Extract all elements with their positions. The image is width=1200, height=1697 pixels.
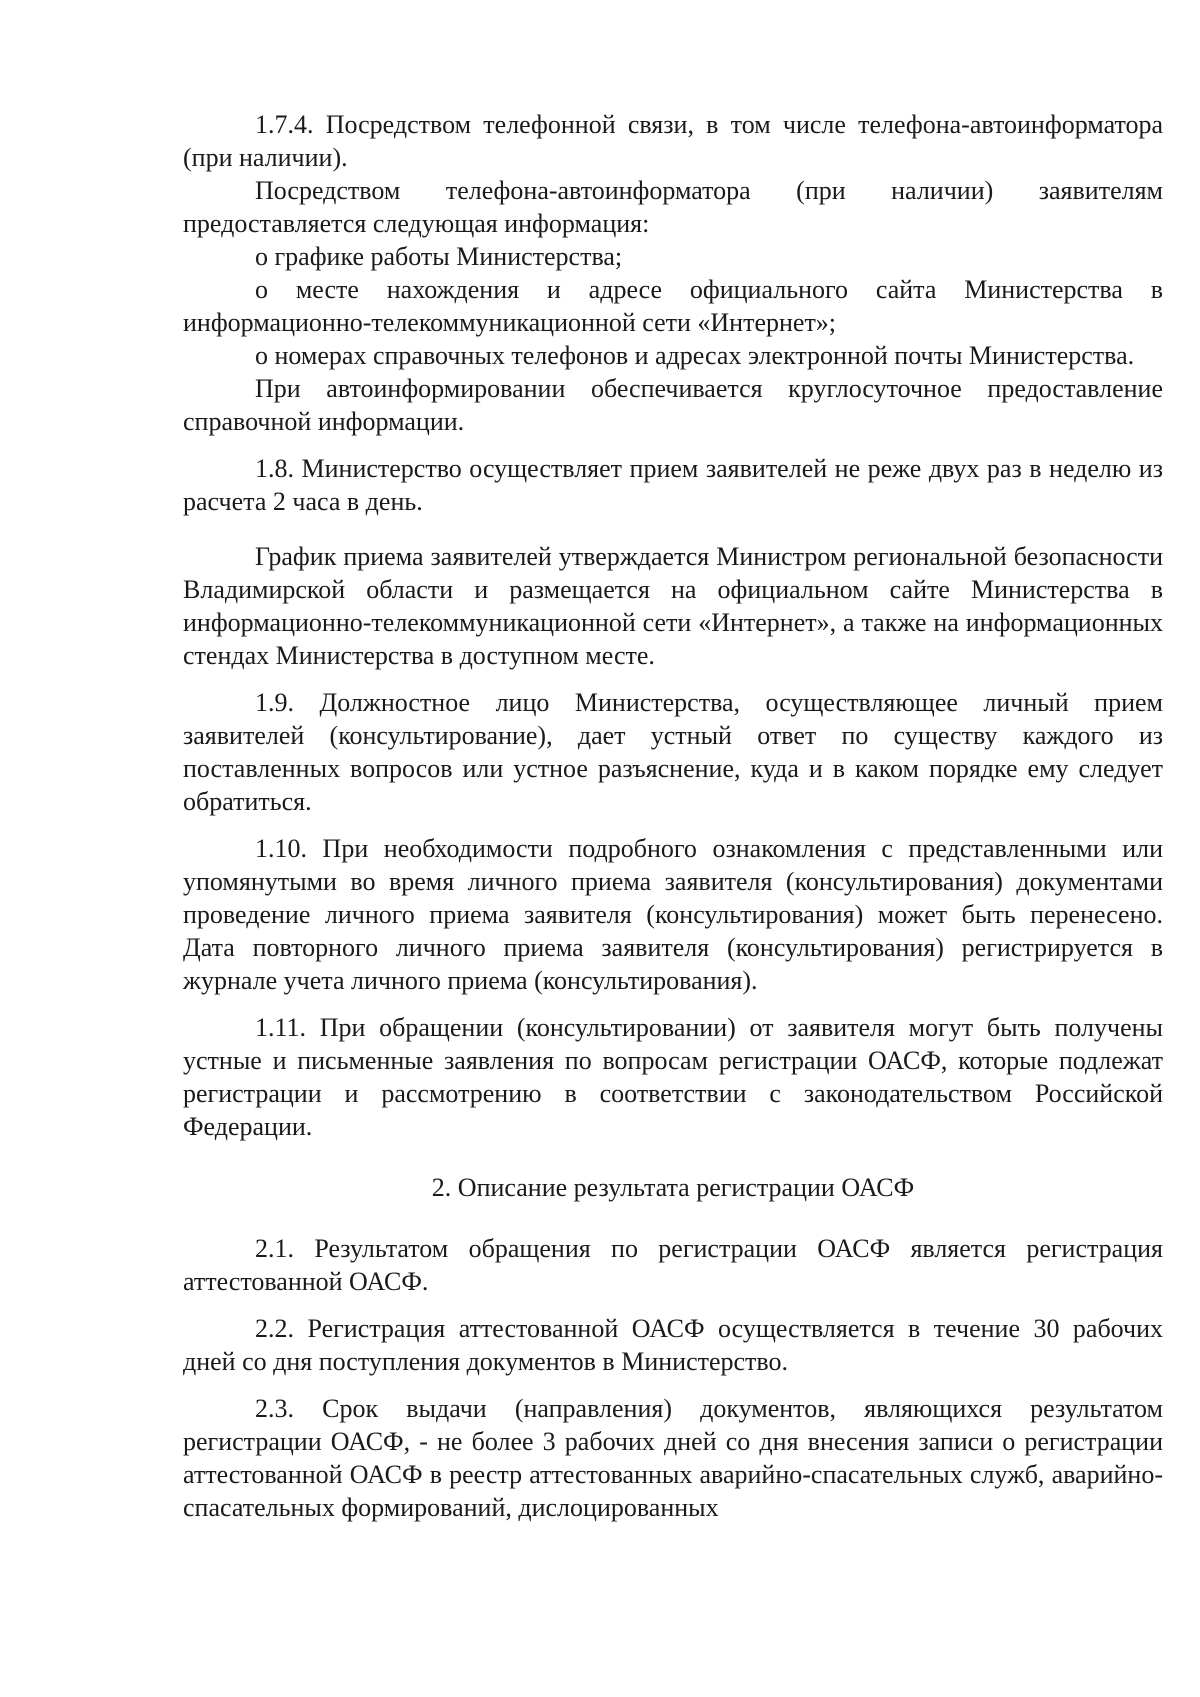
paragraph-autoinformer-info: Посредством телефона-автоинформатора (при наличии) заявителям предоставляется следующая информация: [183,176,1163,238]
paragraph-2-2: 2.2. Регистрация аттестованной ОАСФ осуществляется в течение 30 рабочих дней со дня поступления документов в Министерство. [183,1314,1163,1376]
paragraph-1-11: 1.11. При обращении (консультировании) от заявителя могут быть получены устные и письменные заявления по вопросам регистрации ОАСФ, которые подлежат регистрации и рассмотрению в соответствии с законодательством Российской Федерации. [183,1013,1163,1141]
paragraph-1-10: 1.10. При необходимости подробного ознакомления с представленными или упомянутыми во время личного приема заявителя (консультирования) документами проведение личного приема заявителя (консультирования) может быть перенесено. Дата повторного личного приема заявителя (консультирования) регистрируется в журнале учета личного приема (консультирования). [183,834,1163,995]
paragraph-1-8: 1.8. Министерство осуществляет прием заявителей не реже двух раз в неделю из расчета 2 часа в день. [183,454,1163,516]
paragraph-2-3: 2.3. Срок выдачи (направления) документов, являющихся результатом регистрации ОАСФ, - не более 3 рабочих дней со дня внесения записи о регистрации аттестованной ОАСФ в реестр аттестованных аварийно-спасательных служб, аварийно-спасательных формирований, дислоцированных [183,1394,1163,1522]
paragraph-reception-schedule: График приема заявителей утверждается Министром региональной безопасности Владимирской области и размещается на официальном сайте Министерства в информационно-телекоммуникационной сети «Интернет», а также на информационных стендах Министерства в доступном месте. [183,542,1163,670]
list-item-location-website: о месте нахождения и адресе официального сайта Министерства в информационно-телекоммуникационной сети «Интернет»; [183,275,1163,337]
paragraph-2-1: 2.1. Результатом обращения по регистрации ОАСФ является регистрация аттестованной ОАСФ. [183,1234,1163,1296]
list-item-phones-email: о номерах справочных телефонов и адресах электронной почты Министерства. [255,341,1135,370]
paragraph-1-9: 1.9. Должностное лицо Министерства, осуществляющее личный прием заявителей (консультирование), дает устный ответ по существу каждого из поставленных вопросов или устное разъяснение, куда и в каком порядке ему следует обратиться. [183,688,1163,816]
list-item-schedule: о графике работы Министерства; [255,242,623,271]
paragraph-round-the-clock: При автоинформировании обеспечивается круглосуточное предоставление справочной информации. [183,374,1163,436]
document-page [183,108,1163,1524]
paragraph-1-7-4: 1.7.4. Посредством телефонной связи, в том числе телефона-автоинформатора (при наличии). [183,110,1163,172]
section-heading-2: 2. Описание результата регистрации ОАСФ [431,1173,915,1202]
